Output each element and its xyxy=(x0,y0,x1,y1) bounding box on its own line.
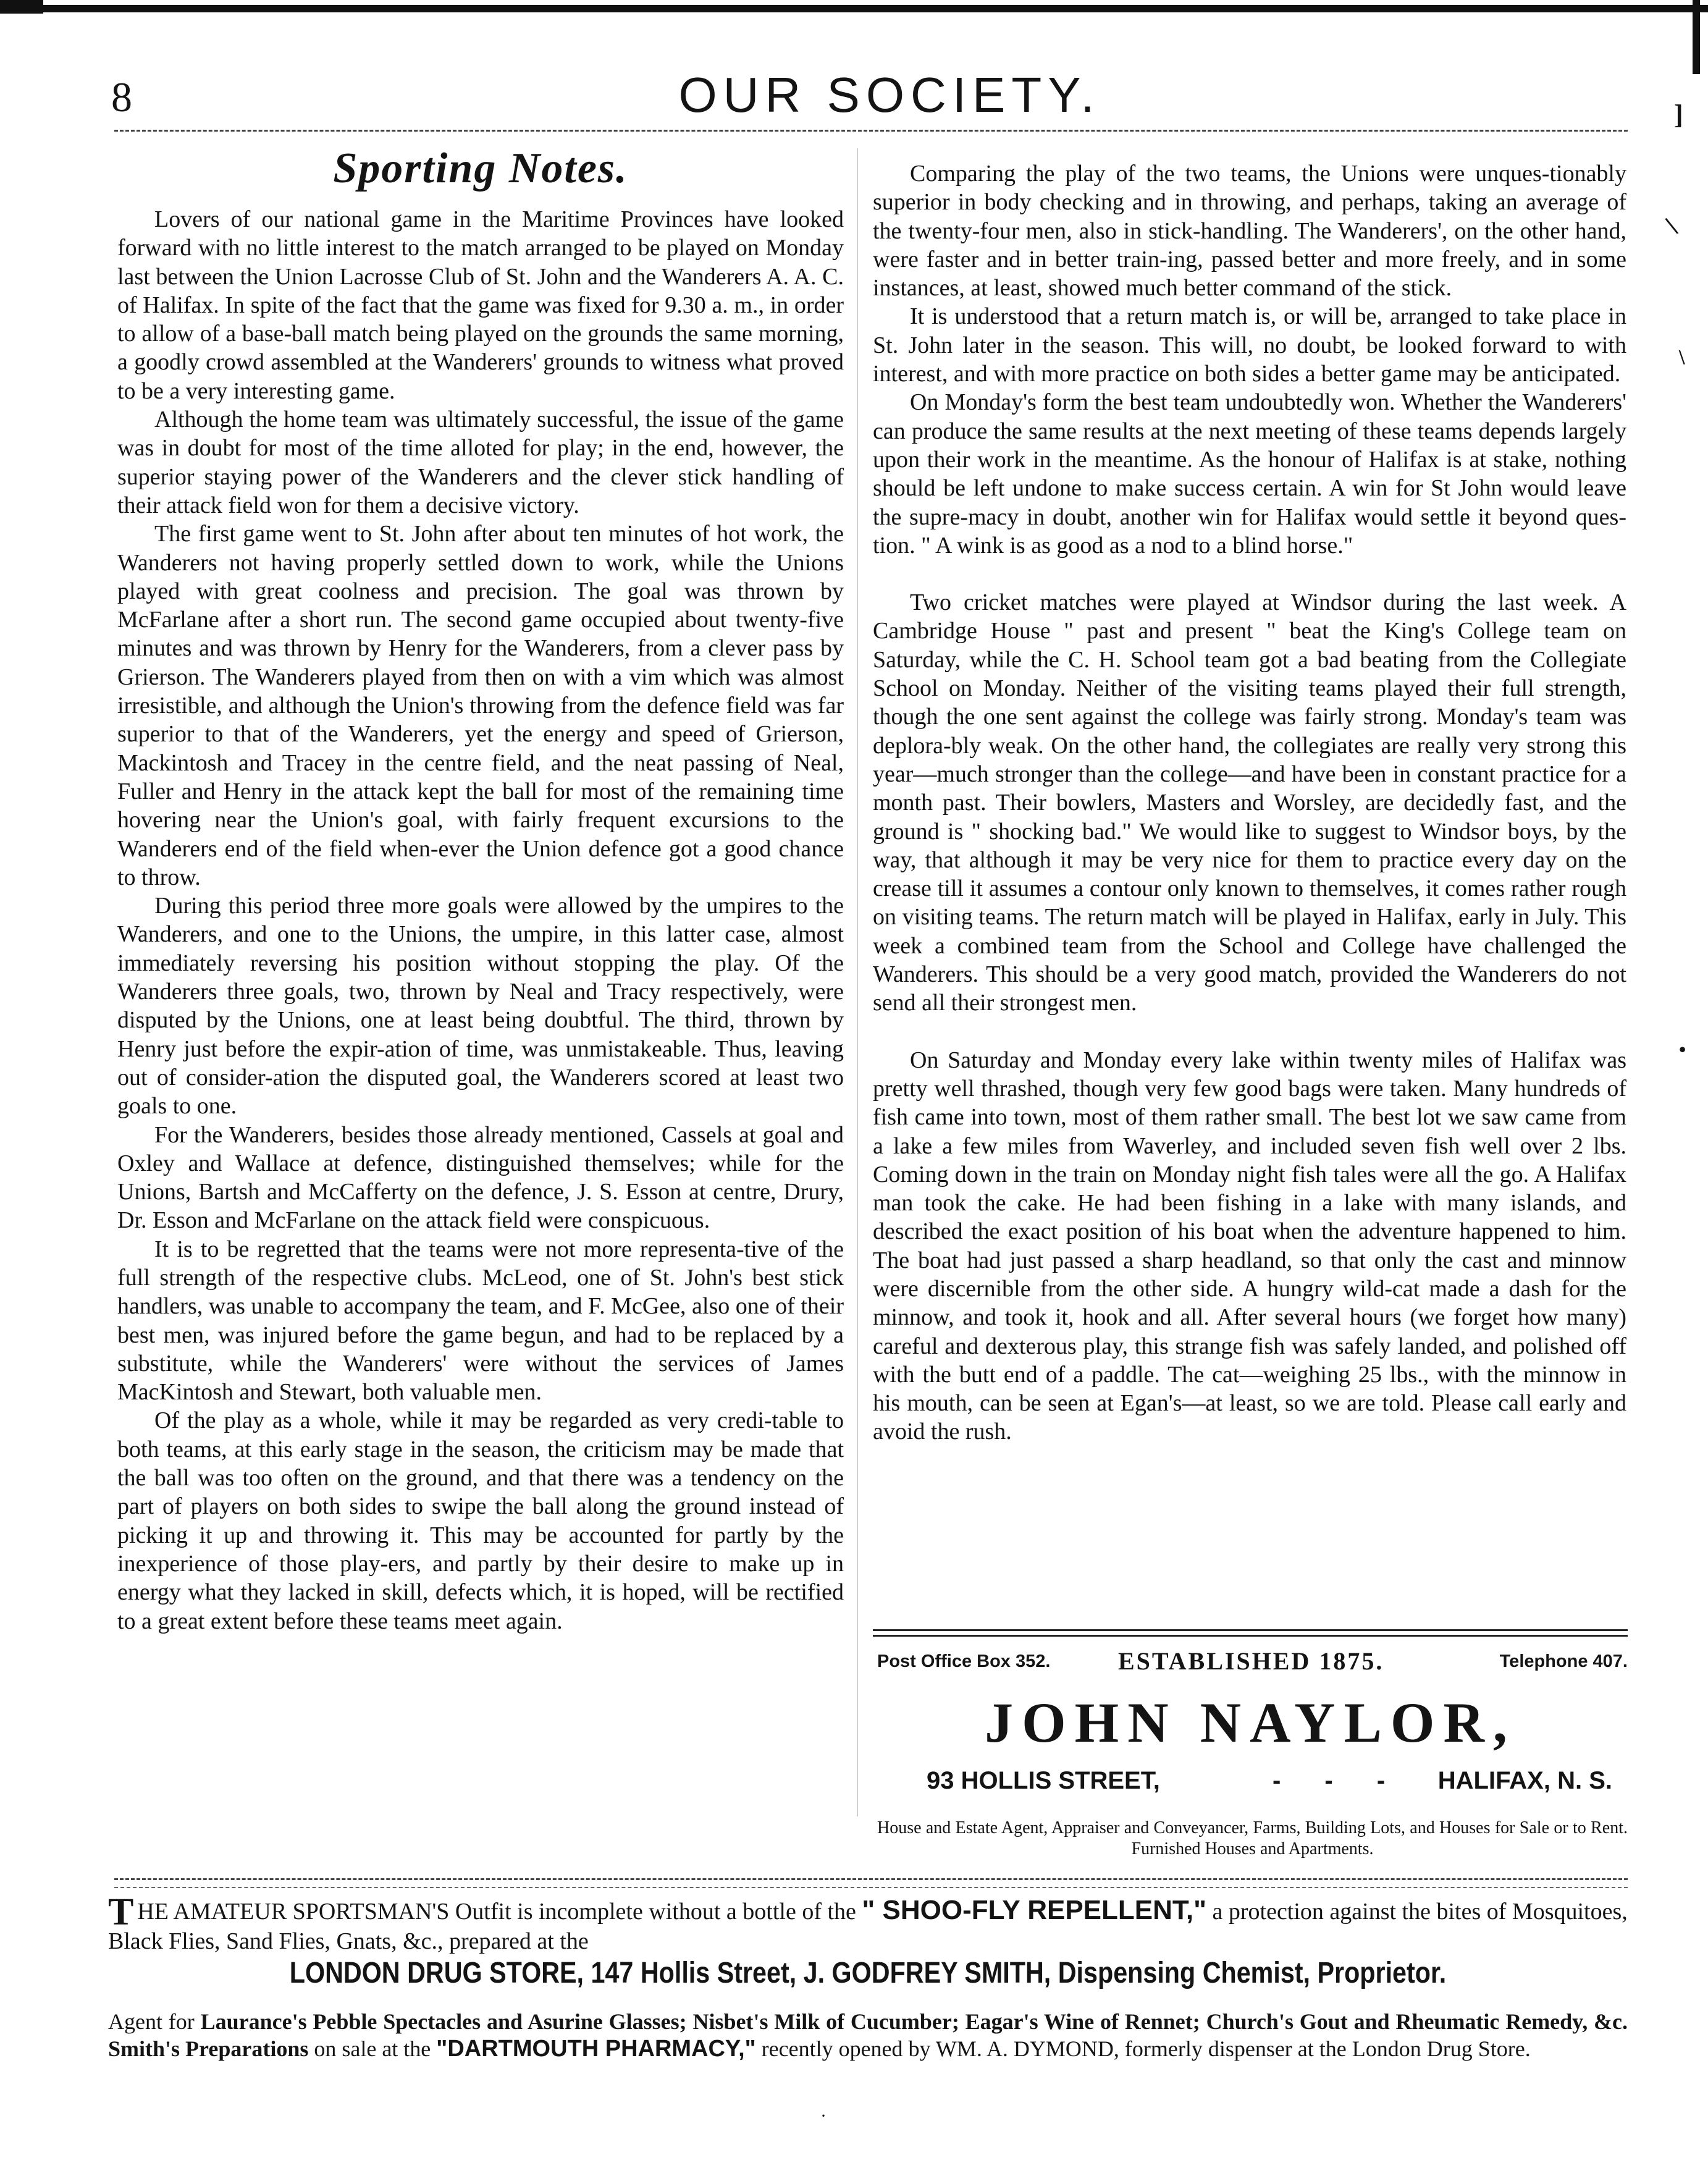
page-dot: · xyxy=(820,2106,827,2126)
established-text: ESTABLISHED 1875. xyxy=(1118,1647,1384,1675)
article-paragraph: Of the play as a whole, while it may be regarded as very credi-table to both teams, at this early stage in the season, the criticism may be made that the ball was too often on the ground, and that there was a tendency on the part of players on both sides to swipe the ball along the ground instead of picking it up and throwing it. This may be accounted for partly by the inexperience of those play-ers, and partly by their desire to make up in energy what they lacked in skill, defects which, it is hoped, will be rectified to a great extent before these teams meet again. xyxy=(117,1407,844,1634)
margin-mark: • xyxy=(1679,1038,1686,1060)
product-list: Laurance's Pebble Spectacles and Asurine Glasses; Nisbet's Milk of Cucumber; Eagar's Wine of Rennet; Church's Gout and Rheumatic Remedy, &c. Smith's Preparations xyxy=(108,2009,1628,2061)
bottom-rule-secondary xyxy=(114,1887,1628,1888)
right-column xyxy=(873,159,1626,1446)
advertisement-text: recently opened by WM. A. DYMOND, formerly dispenser at the London Drug Store. xyxy=(761,2036,1531,2061)
top-left-corner-mark xyxy=(0,0,43,14)
advertisement-description: House and Estate Agent, Appraiser and Conveyancer, Farms, Building Lots, and Houses for Sale or to Rent. Furnished Houses and Apartments. xyxy=(877,1818,1628,1858)
advertisement-text: HE AMATEUR SPORTSMAN'S Outfit is incomplete without a bottle of the xyxy=(137,1899,856,1925)
advertisement-text: on sale at the xyxy=(314,2036,431,2061)
article-paragraph: During this period three more goals were allowed by the umpires to the Wanderers, and one to the Unions, the umpire, in this latter case, almost immediately reversing his position without stopping the play. Of the Wanderers three goals, two, thrown by Neal and Tracy respectively, were disputed by the Unions, one at least being doubtful. The third, thrown by Henry just before the expir-ation of time, was unmistakeable. Thus, leaving out of consider-ation the disputed goal, the Wanderers scored at least two goals to one. xyxy=(117,893,844,1120)
advertisement-text: Agent for xyxy=(108,2009,195,2034)
telephone-text: Telephone 407. xyxy=(1499,1651,1628,1671)
city-text: HALIFAX, N. S. xyxy=(1437,1767,1612,1794)
article-paragraph: On Monday's form the best team undoubtedly won. Whether the Wanderers' can produce the same results at the next meeting of these teams depends largely upon their work in the meantime. As the honour of Halifax is at stake, nothing should be left undone to make success certain. A win for St John would leave the supre-macy in doubt, another win for Halifax would settle it beyond ques-tion. " A wink is as good as a nod to a blind horse." xyxy=(873,389,1626,559)
top-border-bar xyxy=(0,5,1708,12)
article-paragraph: It is to be regretted that the teams were not more representa-tive of the full strength of the respective clubs. McLeod, one of St. John's best stick handlers, was unable to accompany the team, and F. McGee, also one of their best men, was injured before the game begun, and had to be replaced by a substitute, while the Wanderers' were without the services of James MacKintosh and Stewart, both valuable men. xyxy=(117,1236,844,1406)
column-divider xyxy=(857,148,858,1816)
bottom-rule xyxy=(114,1878,1628,1880)
margin-mark: \ xyxy=(1679,346,1685,369)
article-paragraph: Although the home team was ultimately successful, the issue of the game was in doubt for most of the time alloted for play; in the end, however, the superior staying power of the Wanderers and the clever stick handling of their attack field won for them a decisive victory. xyxy=(117,407,844,518)
article-paragraph: It is understood that a return match is, or will be, arranged to take place in St. John later in the season. This will, no doubt, be looked forward to with interest, and with more practice on both sides a better game may be anticipated. xyxy=(873,303,1626,387)
page-number: 8 xyxy=(111,74,132,120)
article-paragraph: Lovers of our national game in the Maritime Provinces have looked forward with no little interest to the match arranged to be played on Monday last between the Union Lacrosse Club of St. John and the Wanderers A. A. C. of Halifax. In spite of the fact that the game was fixed for 9.30 a. m., in order to allow of a base-ball match being played on the grounds the same morning, a goodly crowd assembled at the Wanderers' grounds to witness what proved to be a very interesting game. xyxy=(117,206,844,404)
street-text: 93 HOLLIS STREET, xyxy=(927,1767,1160,1794)
section-title: Sporting Notes. xyxy=(333,145,628,192)
advertiser-name: JOHN NAYLOR, xyxy=(985,1691,1516,1754)
advertisement-text: a protection against the bites of Mosquitoes, Black Flies, Sand Flies, Gnats, &c., prepared at the xyxy=(108,1899,1628,1954)
article-paragraph: For the Wanderers, besides those already mentioned, Cassels at goal and Oxley and Wallace at defence, distinguished themselves; while for the Unions, Bartsh and McCafferty on the defence, J. S. Esson at centre, Drury, Dr. Esson and McFarlane on the attack field were conspicuous. xyxy=(117,1121,844,1234)
advertisement-rule xyxy=(873,1629,1628,1637)
article-paragraph: The first game went to St. John after about ten minutes of hot work, the Wanderers not having properly settled down to work, while the Unions played with great coolness and precision. The goal was thrown by McFarlane after a short run. The second game occupied about twenty-five minutes and was thrown by Henry for the Wanderers, from a clever pass by Grierson. The Wanderers played from then on with a vim which was almost irresistible, and although the Union's throwing from the defence field was far superior to that of the Wanderers, yet the energy and speed of Grierson, Mackintosh and Tracey in the centre field, and the neat passing of Neal, Fuller and Henry in the attack kept the ball for most of the remaining time hovering near the Union's goal, with fairly frequent excursions to the Wanderers end of the field when-ever the Union defence got a good chance to throw. xyxy=(117,521,844,890)
product-name: " SHOO-FLY REPELLENT," xyxy=(862,1895,1206,1925)
article-paragraph: Comparing the play of the two teams, the Unions were unques-tionably superior in body checking and in throwing, and perhaps, taking an average of the twenty-four men, also in stick-handling. The Wanderers', on the other hand, were faster and in better train-ing, passed better and more freely, and in some instances, at least, showed much better command of the stick. xyxy=(873,161,1626,302)
sportsman-advertisement xyxy=(108,1891,1628,1955)
header-rule xyxy=(114,130,1628,132)
fishing-paragraph: On Saturday and Monday every lake within twenty miles of Halifax was pretty well thrashed, though very few good bags were taken. Many hundreds of fish came into town, most of them rather small. The best lot we saw came from a lake a few miles from Waverley, and included seven fish well over 2 lbs. Coming down in the train on Monday night fish tales were all the go. A Halifax man took the cake. He had been fishing in a lake with many islands, and described the exact position of his boat when the adventure happened to him. The boat had just passed a sharp headland, so that only the cast and minnow were discernible from the other side. A hungry wild-cat made a dash for the minnow, and took it, hook and all. After several hours (we forget how many) careful and dexterous play, this strange fish was safely landed, and polished off with the butt end of a paddle. The cat—weighing 25 lbs., with the minnow in his mouth, can be seen at Egan's—at least, so we are told. Please call early and avoid the rush. xyxy=(873,1047,1626,1445)
drop-cap: T xyxy=(108,1891,134,1933)
margin-mark: ] xyxy=(1674,99,1683,130)
store-line: LONDON DRUG STORE, 147 Hollis Street, J. GODFREY SMITH, Dispensing Chemist, Proprietor. xyxy=(289,1957,1447,1989)
agent-advertisement xyxy=(108,2008,1628,2062)
left-column xyxy=(117,205,844,1635)
margin-mark: \ xyxy=(1662,210,1681,242)
masthead-title: OUR SOCIETY. xyxy=(678,67,1101,122)
po-box-text: Post Office Box 352. xyxy=(877,1651,1051,1671)
advertiser-address xyxy=(927,1767,1612,1795)
pharmacy-name: "DARTMOUTH PHARMACY," xyxy=(436,2036,756,2062)
address-dashes: - - - xyxy=(1273,1767,1404,1794)
top-right-edge-mark xyxy=(1693,0,1700,74)
cricket-paragraph: Two cricket matches were played at Windsor during the last week. A Cambridge House " past and present " beat the King's College team on Saturday, while the C. H. School team got a bad beating from the Collegiate School on Monday. Neither of the visiting teams played their full strength, though the one sent against the college was fairly strong. Monday's team was deplora-bly weak. On the other hand, the collegiates are really very strong this year—much stronger than the college—and have been in constant practice for a month past. Their bowlers, Masters and Worsley, are decidedly fast, and the ground is " shocking bad." We would like to suggest to Windsor boys, by the way, that although it may be very nice for them to practice every day on the crease till it assumes a contour only known to themselves, it comes rather rough on visiting teams. The return match will be played in Halifax, early in July. This week a combined team from the School and College have challenged the Wanderers. This should be a very good match, provided the Wanderers do not send all their strongest men. xyxy=(873,589,1626,1016)
